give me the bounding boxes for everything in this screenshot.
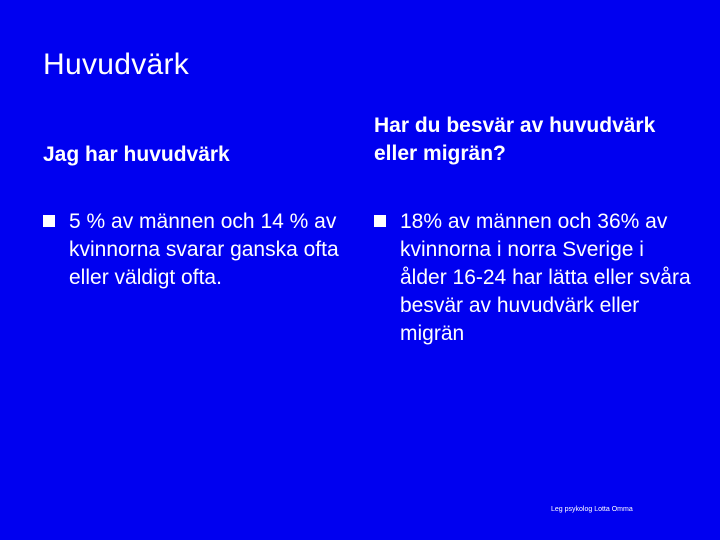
square-bullet-icon: [43, 215, 55, 227]
right-column-heading: Har du besvär av huvudvärk eller migrän?: [374, 114, 656, 165]
slide-title: Huvudvärk: [43, 48, 190, 81]
left-bullet-item: [43, 208, 358, 292]
left-bullet-text: 5 % av männen och 14 % av kvinnorna svarar ganska ofta eller väldigt ofta.: [69, 210, 339, 289]
footer-credit: Leg psykolog Lotta Omma: [551, 506, 633, 513]
square-bullet-icon: [374, 215, 386, 227]
right-bullet-text: 18% av männen och 36% av kvinnorna i norra Sverige i ålder 16-24 har lätta eller svåra besvär av huvudvärk eller migrän: [400, 210, 691, 345]
right-bullet-item: [374, 208, 694, 348]
left-column-heading: Jag har huvudvärk: [43, 143, 230, 166]
